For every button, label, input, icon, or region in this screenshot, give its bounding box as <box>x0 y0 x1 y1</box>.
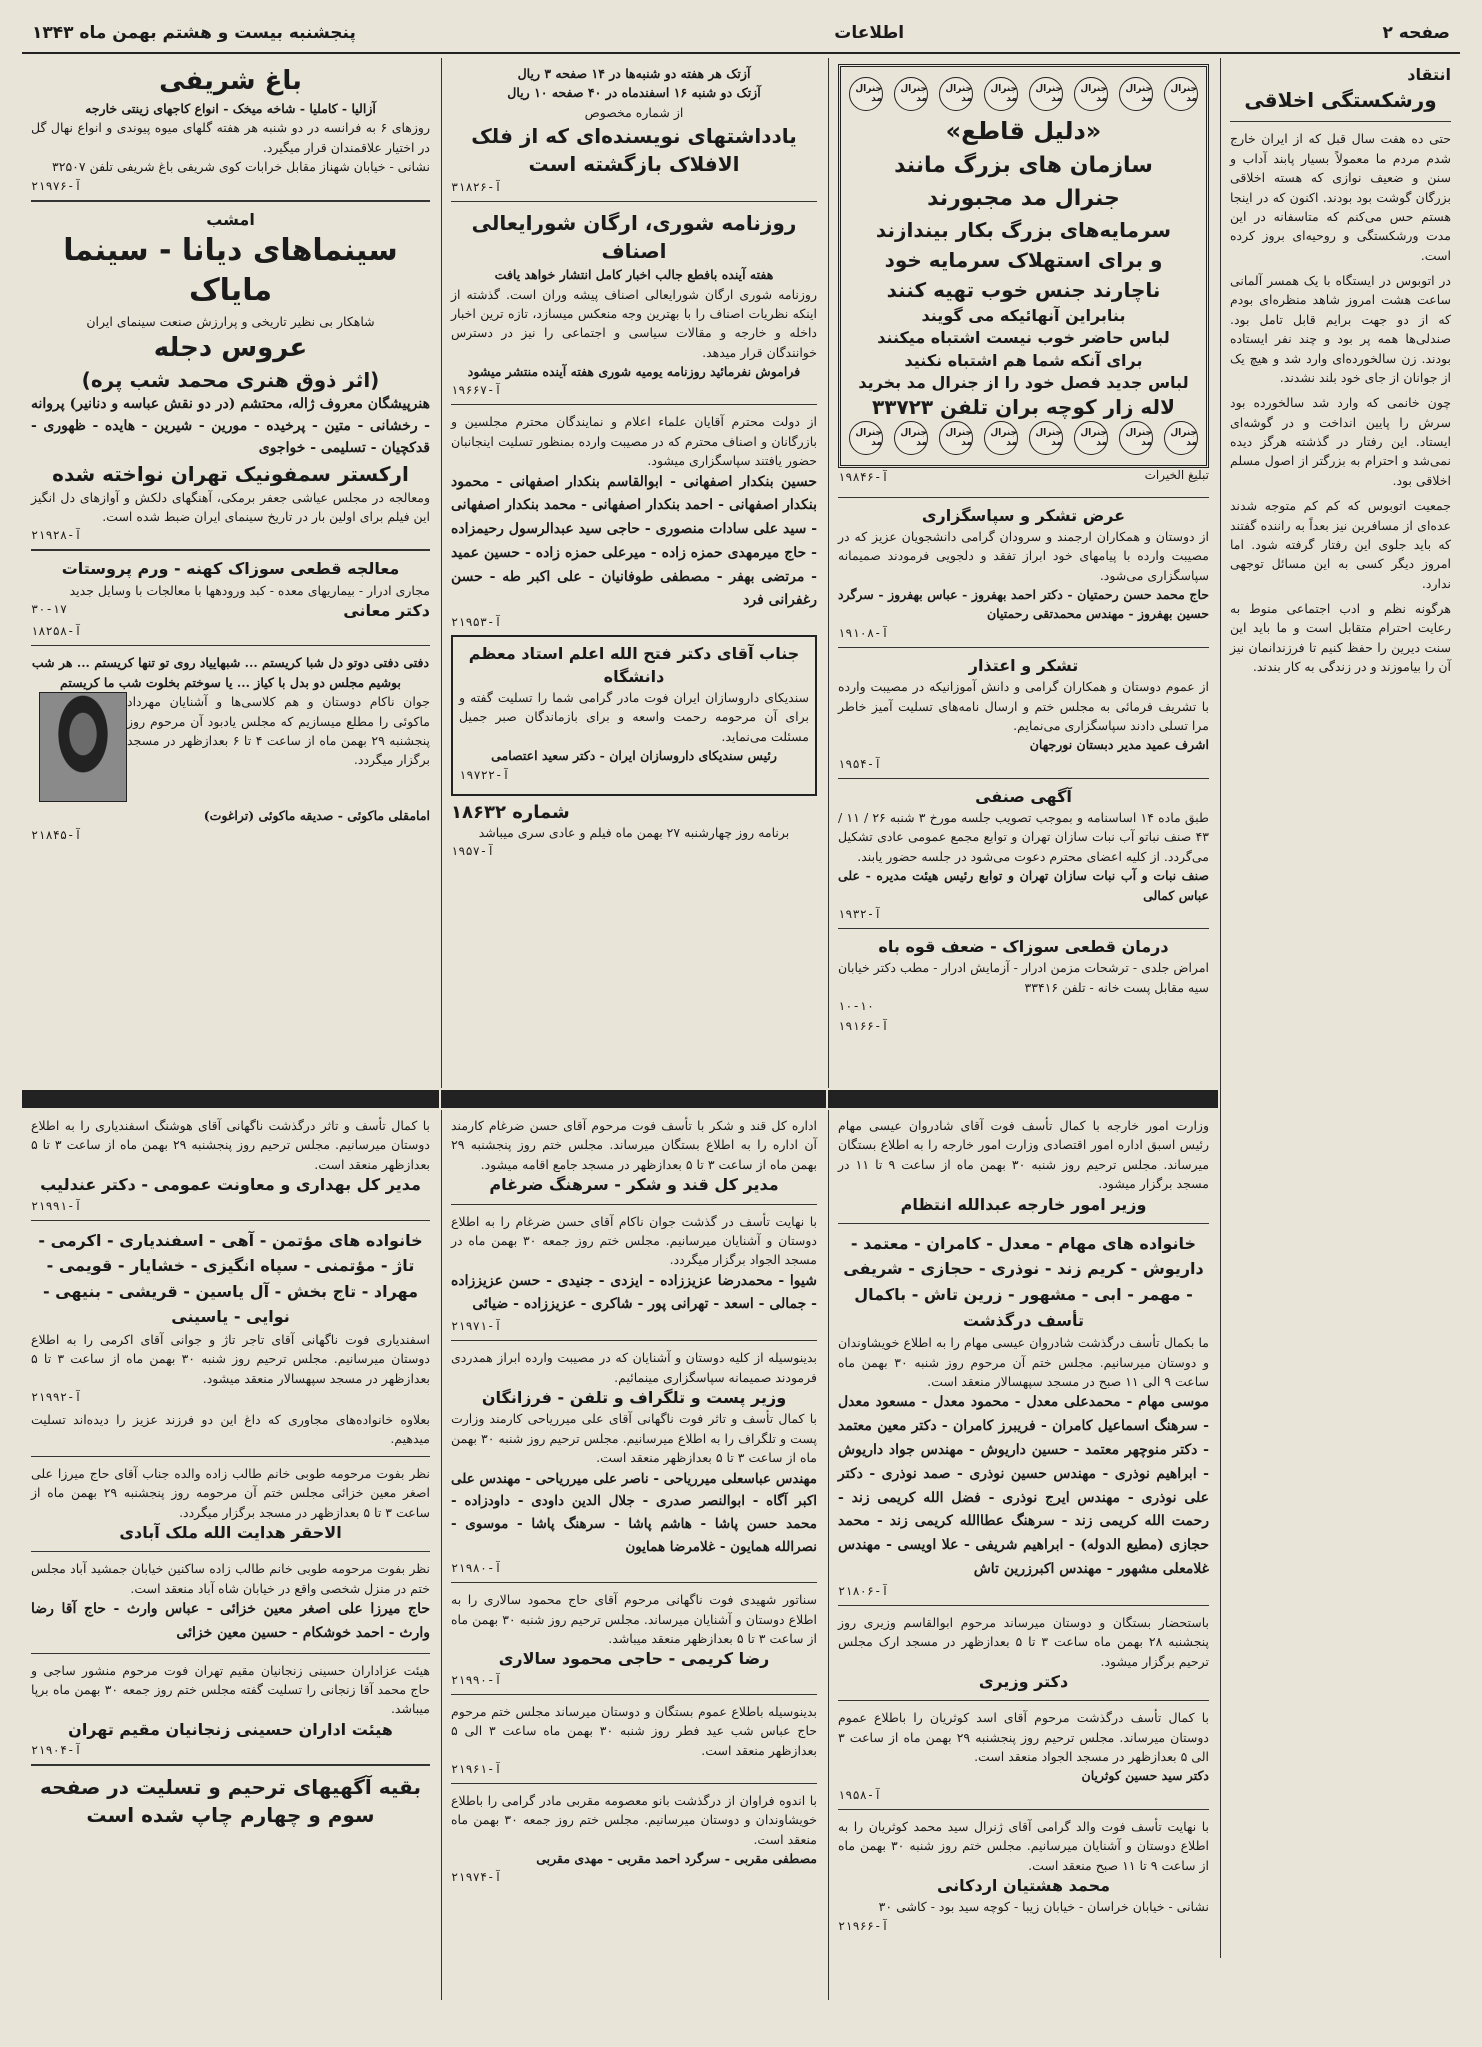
clinic-title: معالجه قطعی سوزاک کهنه - ورم پروستات <box>61 559 400 579</box>
memorial-sign: امامقلی ماکوئی - صدیقه ماکوئی (تراغوت) <box>203 808 430 824</box>
orchestra-title: ارکستر سمفونیک تهران نواخته شده <box>52 461 409 486</box>
clinic-footer <box>31 600 430 622</box>
lower-column-right <box>828 1110 1218 2000</box>
separator-band <box>22 1090 439 1108</box>
obituary-body: با نهایت تأسف در گذشت جوان ناکام آقای حسن ضرغام را به اطلاع دوستان و آشنایان میرسانیم. مجلس ختم روز جمعه ۳۰ بهمن ماه در مسجد الجواد برگزار میگردد. <box>451 1213 818 1268</box>
brand-chip: جنرال مد <box>849 421 883 455</box>
petition-body: از دولت محترم آقایان علماء اعلام و نمایندگان محترم مجلسین و بازرگانان و اصناف محترم که در مصیبت وارده بمنظور تسلیت اینجانبان حضور یافتند سپاسگزاری میشود. <box>451 414 817 469</box>
petition-ref: آ-۲۱۹۵۳ <box>451 615 502 630</box>
condolence-sign: رئیس سندیکای داروسازان ایران - دکتر سعید اعتصامی <box>491 748 777 764</box>
divider <box>451 1582 817 1583</box>
divider <box>31 1551 430 1552</box>
memorial-ref: آ-۲۱۸۴۵ <box>31 827 82 842</box>
brand-chip: جنرال مد <box>894 421 928 455</box>
obituary-ref: آ-۱۹۵۸ <box>838 1787 882 1802</box>
divider <box>451 404 817 405</box>
divider <box>451 1694 817 1695</box>
obituary-body: سناتور شهیدی فوت ناگهانی مرحوم آقای حاج محمود سالاری را به اطلاع دوستان و آشنایان میرساند. مجلس ترحیم روز شنبه ۳۰ بهمن ماه از ساعت ۳ تا ۵ بعدازظهر منعقد میباشد. <box>451 1592 817 1646</box>
obituary-body: با کمال تأسف و تاثر درگذشت ناگهانی آقای هوشنگ اسفندیاری را به اطلاع دوستان میرسانیم. مجلس ترحیم روز پنجشنبه ۲۹ بهمن ماه از ساعت ۳ تا ۵ بعدازظهر منعقد است. <box>31 1118 431 1172</box>
ad-line: سرمایه‌های بزرگ بکار بیندازند <box>875 218 1172 242</box>
obituary-address: نشانی - خیابان خراسان - خیابان زیبا - کوچه سید بود - کاشی ۳۰ <box>878 1899 1209 1915</box>
condolence-body: سندیکای داروسازان ایران فوت مادر گرامی شما را تسلیت گفته و برای آن مرحومه رحمت واسعه و برای بازماندگان صبر جمیل مسئلت می‌نماید. <box>459 690 809 744</box>
brand-chip: جنرال مد <box>1164 77 1198 111</box>
clinic-ref: آ-۱۹۱۶۶ <box>838 1019 889 1034</box>
obituary-ref: آ-۲۱۹۹۱ <box>31 1198 82 1213</box>
issue-note: برنامه روز چهارشنبه ۲۷ بهمن ماه فیلم و عادی سری میباشد <box>478 824 790 840</box>
clinic-title: درمان قطعی سوزاک - ضعف قوه باه <box>878 936 1169 956</box>
lower-column-left <box>22 1110 439 2000</box>
column-middle <box>441 58 826 1088</box>
apology-body: از عموم دوستان و همکاران گرامی و دانش آموزانیکه در مصیبت وارده با تشریف فرمائی به مجلس ختم و ارسال نامه‌های تسلیت آمیز خاطر مرا تسلی دادند سپاسگزاری می‌نمایم. <box>838 679 1209 733</box>
column-ads-right <box>828 58 1218 1088</box>
issue-number: شماره ۱۸۶۳۲ <box>451 801 570 823</box>
ad-slogan: «دلیل قاطع» <box>945 117 1102 145</box>
brand-chip: جنرال مد <box>939 421 973 455</box>
clinic-hours: ۱۰-۱۰ <box>838 999 875 1014</box>
brand-chip: جنرال مد <box>1119 77 1153 111</box>
schedule-line: آزتک دو شنبه ۱۶ اسفندماه در ۴۰ صفحه ۱۰ ریال <box>507 85 761 101</box>
critique-paragraph: جمعیت اتوبوس که کم کم متوجه شدند عده‌ای از مسافرین نیز بعداً به راننده گفتند که باید جلوی این رفتار گرفته شود. اما امروز دیگر کسی به این مسائل توجهی ندارد. <box>1230 498 1451 591</box>
divider <box>838 928 1209 929</box>
brand-chip: جنرال مد <box>1029 421 1063 455</box>
masthead <box>22 14 1460 54</box>
divider <box>451 1340 817 1341</box>
memorial-body: جوان ناکام دوستان و هم کلاسی‌ها و آشنایان مهرداد ماکوئی را مطلع میسازیم که مجلس یادبود آن مرحوم روز پنجشنبه ۲۹ بهمن ماه از ساعت ۴ تا ۶ بعدازظهر در مسجد برگزار میگردد. <box>127 694 431 768</box>
obituary-body: هیئت عزاداران حسینی زنجانیان مقیم تهران فوت مرحوم منشور ساجی و حاج محمد آقا زنجانی را تسلیت گفته مجلس ختم روز جمعه ۳۰ بهمن ماه برپا میباشد. <box>31 1662 431 1717</box>
paper-name: اطلاعات <box>834 23 905 43</box>
obituary-sign: دکتر وزیری <box>978 1671 1069 1691</box>
ad-tag: تبلیغ الخیرات <box>1144 467 1209 482</box>
obituary-body: بدینوسیله از کلیه دوستان و آشنایان که در مصیبت وارده ابراز همدردی فرمودند صمیمانه سپاسگزاری مینمائیم. <box>451 1350 817 1385</box>
continuation-note: بقیه آگهیهای ترحیم و تسلیت در صفحه سوم و چهارم چاپ شده است <box>40 1775 421 1828</box>
obituary-ref: آ-۲۱۹۶۶ <box>838 1918 889 1933</box>
clinic-hours: ۳۰-۱۷ <box>31 602 68 617</box>
obituary-note: بعلاوه خانواده‌های مجاوری که داغ این دو فرزند عزیز را دیده‌اند تسلیت میدهیم. <box>31 1412 430 1447</box>
tonight-label: امشب <box>206 209 255 229</box>
divider <box>838 1605 1209 1606</box>
brand-chip: جنرال مد <box>1119 421 1153 455</box>
obituary-ref: آ-۲۱۹۰۴ <box>31 1743 82 1758</box>
condolence-ref: آ-۱۹۷۲۲ <box>459 767 510 782</box>
ad-line: سازمان های بزرگ مانند <box>894 153 1153 178</box>
critique-paragraph: هرگونه نظم و ادب اجتماعی منوط به رعایت احترام متقابل است و ما باید این سنت دیرین را حفظ کنیم تا فرزندانمان نیز آن را بیاموزند و در زندگی به کار بندند. <box>1230 601 1451 675</box>
critique-paragraph: چون خانمی که وارد شد سالخورده بود سرش را پایین انداخت و در گوشه‌ای ایستاد. این رفتار در گذشته هرگز دیده نمی‌شد و احترام به بزرگتر از اصول مسلم اخلاقی بود. <box>1230 395 1451 488</box>
obituary-ref: آ-۲۱۹۹۲ <box>31 1390 82 1405</box>
thanks-names: حاج محمد حسن رحمتیان - دکتر احمد بهفروز - عباس بهفروز - سرگرد حسین بهفروز - مهندس محمدتقی رحمتیان <box>838 587 1209 622</box>
film-credit: (اثر ذوق هنری محمد شب پره) <box>81 368 380 393</box>
journal-body: روزنامه شوری ارگان شورایعالی اصناف پیشه وران است. گذشته از اینکه نظریات اصناف را با بهترین وجه منعکس میسازد، تازه ترین اخبار داخله و خارجه و مقالات سیاسی و اجتماعی را نیز در دسترس خوانندگان قرار میدهد. <box>451 286 817 360</box>
special-issue-title: یادداشتهای نویسنده‌ای که از فلک الافلاک بازگشته است <box>471 124 797 177</box>
obituary-ref: آ-۲۱۹۷۱ <box>451 1319 502 1334</box>
obituary-names: مهندس عباسعلی میرریاحی - ناصر علی میرریاحی - مهندس علی اکبر آگاه - ابوالنصر صدری - جلال الدین داودی - داودزاده - محمد حسن پاشا - هاشم پاشا - سرهنگ پاشا - موسوی - نصرالله همایون - غلامرضا همایون <box>451 1470 817 1556</box>
obituary-sign: مصطفی مقربی - سرگرد احمد مقربی - مهدی مقربی <box>536 1851 817 1867</box>
critique-heading: انتقاد <box>1407 65 1451 84</box>
page-label: صفحه ۲ <box>1382 23 1450 43</box>
obituary-sign: رضا کریمی - حاجی محمود سالاری <box>498 1649 770 1669</box>
cinema-subtitle: شاهکار بی نظیر تاریخی و پرارزش صنعت سینمای ایران <box>86 313 375 329</box>
condolence-title: جناب آقای دکتر فتح الله اعلم استاد معظم دانشگاه <box>468 644 800 686</box>
obituary-sign: مدیر کل بهداری و معاونت عمومی - دکتر عندلیب <box>40 1175 421 1195</box>
brand-chip: جنرال مد <box>1029 77 1063 111</box>
separator-band <box>441 1090 826 1108</box>
divider <box>838 1809 1209 1810</box>
cinema-title: سینماهای دیانا - سینما مایاک <box>63 232 398 309</box>
ad-chip-row <box>849 77 1198 111</box>
column-critique <box>1220 58 1460 1958</box>
apology-title: تشکر و اعتذار <box>968 655 1079 675</box>
obituary-body: با کمال تأسف و تاثر فوت ناگهانی آقای علی میرریاحی کارمند وزارت پست و تلگراف را به اطلاع میرسانیم. مجلس ترحیم روز شنبه ۳۰ بهمن ماه از ساعت ۳ تا ۵ بعدازظهر منعقد است. <box>451 1411 817 1466</box>
brand-chip: جنرال مد <box>984 421 1018 455</box>
separator-band <box>828 1090 1218 1108</box>
clinic-body: امراض جلدی - ترشحات مزمن ادرار - آزمایش ادرار - مطب دکتر خیابان سیه مقابل پست خانه - تلفن ۳۳۴۱۶ <box>838 960 1209 995</box>
divider <box>31 1764 430 1766</box>
apology-sign: اشرف عمید مدیر دبستان نورجهان <box>1029 737 1209 753</box>
brand-chip: جنرال مد <box>1164 421 1198 455</box>
obituary-sign: مدیر کل قند و شکر - سرهنگ ضرغام <box>489 1175 779 1195</box>
brand-chip: جنرال مد <box>849 77 883 111</box>
critique-title: ورشکستگی اخلاقی <box>1244 88 1437 113</box>
obituary-sign: وزیر امور خارجه عبدالله انتظام <box>900 1194 1147 1214</box>
families-heading: خانواده های مهام - معدل - کامران - معتمد - داریوش - کریم زند - نوذری - حجازی - شریفی - مهمر - ابی - مشهور - زرین تاش - باکمال تأسف درگذشت <box>843 1233 1204 1330</box>
obituary-names: شیوا - محمدرضا عزیززاده - ایزدی - جنیدی - حسن عزیززاده - جمالی - اسعد - تهرانی پور - شاکری - عزیززاده - ضیائی <box>451 1272 817 1313</box>
obituary-sign: دکتر سید حسین کوثریان <box>1081 1768 1209 1784</box>
divider <box>31 200 430 202</box>
obituary-body: با اندوه فراوان از درگذشت بانو معصومه مقربی مادر گرامی را باطلاع خویشاوندان و دوستان میرسانیم. مجلس ختم روز جمعه ۳۰ بهمن ماه منعقد است. <box>451 1792 818 1847</box>
brand-chip: جنرال مد <box>939 77 973 111</box>
ad-line: و برای استهلاک سرمایه خود <box>884 248 1163 272</box>
issue-ref: آ-۱۹۵۷ <box>451 843 495 858</box>
ad-line: برای آنکه شما هم اشتباه نکنید <box>904 350 1143 370</box>
general-mode-ad <box>838 64 1209 468</box>
divider <box>31 645 430 646</box>
clinic-ref: آ-۱۸۲۵۸ <box>31 624 82 639</box>
garden-ref: آ-۲۱۹۷۶ <box>31 178 82 193</box>
obituary-body: نظر بفوت مرحومه طوبی خانم طالب زاده والده جناب آقای حاج میرزا علی اصغر معین خزائی مجلس ختم آن مرحومه روز پنجشنبه ۲۹ بهمن ماه از ساعت ۳ تا ۵ بعدازظهر در مسجد برگزار میگردد. <box>31 1465 430 1520</box>
critique-paragraph: در اتوبوس در ایستگاه با یک همسر آلمانی ساعت هشت امروز شاهد منظره‌ای بودم که از دو جهت برایم قابل تامل بود. صندلی‌ها همه پر بود و چند نفر ایستاده بودند. زن سالخورده‌ای وارد شد و هیچ یک از جوانان از جای خود بلند نشدند. <box>1230 273 1451 385</box>
journal-cta: فراموش نفرمائید روزنامه یومیه شوری هفته آینده منتشر میشود <box>467 364 801 379</box>
obituary-ref: آ-۲۱۹۹۰ <box>451 1672 502 1687</box>
obituary-sign: الاحقر هدایت الله ملک آبادی <box>119 1522 342 1542</box>
ad-ref: آ-۱۹۸۴۶ <box>838 469 889 484</box>
divider <box>31 1456 430 1457</box>
ad-line: لباس جدید فصل خود را از جنرال مد بخرید <box>858 373 1189 393</box>
garden-subtitle: آزالیا - کاملیا - شاخه میخک - انواع کاجهای زینتی خارجه <box>85 101 376 117</box>
orchestra-body: ومعالجه در مجلس عیاشی جعفر برمکی، آهنگهای دلکش و آوازهای دل انگیز این فیلم برای اولین بار در تاریخ سینمای ایران ضبط شده است. <box>31 489 430 524</box>
families-heading: خانواده های مؤتمن - آهی - اسفندیاری - اکرمی - تاژ - مؤتمنی - سپاه انگیزی - خشایار - قویمی - مهراد - تاج بخش - آل یاسین - قریشی - بنیهی - نوایی - یاسینی <box>38 1230 423 1327</box>
obituary-body: با کمال تأسف درگذشت مرحوم آقای اسد کوثریان را باطلاع عموم دوستان میرساند. مجلس ترحیم روز پنجشنبه ۲۹ بهمن ماه از ساعت ۳ الی ۵ بعدازظهر در مسجد الجواد منعقد است. <box>838 1710 1209 1765</box>
obituary-body: باستحضار بستگان و دوستان میرساند مرحوم ابوالقاسم وزیری روز پنجشنبه ۲۸ بهمن ماه ساعت ۳ تا ۵ بعدازظهر در مسجد ارک مجلس ترحیم برگزار میشود. <box>838 1614 1210 1669</box>
guild-notice-body: طبق ماده ۱۴ اساسنامه و بموجب تصویب جلسه مورخ ۳ شنبه ۲۶ / ۱۱ / ۴۳ صنف نباتو آب نبات سازان تهران و توابع مجمع عمومی عادی تشکیل می‌گردد. از کلیه اعضای محترم دعوت می‌شود در جلسه حضور یابند. <box>838 810 1210 864</box>
petition-names: حسین بنکدار اصفهانی - ابوالقاسم بنکدار اصفهانی - محمود بنکدار اصفهانی - احمد بنکدار اصفهانی - محمد بنکدار اصفهانی - سید علی سادات منصوری - حاجی سید عبدالرسول رحیمزاده - حاج میرمهدی حمزه زاده - میرعلی حمزه زاده - حسین عمید - مرتضی بهفر - مصطفی طوفانیان - علی اکبر طه - حسن رغفرانی فرد <box>451 473 817 609</box>
garden-body: روزهای ۶ به فرانسه در دو شنبه هر هفته گلهای میوه پیوندی و انواع نهال گل در اختیار علاقمندان قرار میگیرد. <box>31 120 430 155</box>
obituary-ref: آ-۲۱۹۶۱ <box>451 1761 502 1776</box>
obituary-ref: آ-۲۱۹۷۴ <box>451 1870 502 1885</box>
ad-line: جنرال مد مجبورند <box>927 186 1120 211</box>
orchestra-ref: آ-۲۱۹۲۸ <box>31 528 82 543</box>
memorial-poem: دفتی دفتی دوتو دل شبا کریستم ... شبهاییاد روی تو تنها کریستم ... هر شب بوشیم مجلس دو بدل با کیاز ... یا سوختم بخلوت شب ما کریستم <box>31 655 430 690</box>
divider <box>838 1223 1209 1224</box>
garden-address: نشانی - خیابان شهناز مقابل خرابات کوی شریفی باغ شریفی تلفن ۳۲۵۰۷ <box>52 159 430 175</box>
condolence-box <box>451 635 817 795</box>
obituary-body: وزارت امور خارجه با کمال تأسف فوت آقای شادروان عیسی مهام رئیس اسبق اداره امور اقتصادی وزارت امور خارجه را به اطلاع بستگان میرساند. مجلس ترحیم روز شنبه ۳۰ بهمن ماه از ساعت ۹ تا ۱۱ در مسجد برگزار میشود. <box>838 1118 1210 1192</box>
divider <box>838 778 1209 779</box>
thanks-body: از دوستان و همکاران ارجمند و سرودان گرامی دانشجویان عزیز که در مصیبت وارده با پیامهای خود ابراز تفقد و دلجویی فرمودند صمیمانه سپاسگزاری می‌شود. <box>838 528 1209 583</box>
thanks-ref: آ-۱۹۱۰۸ <box>838 625 889 640</box>
ad-line: لباس حاضر خوب نیست اشتباه میکنند <box>877 328 1170 348</box>
schedule-ref: آ-۳۱۸۲۶ <box>451 180 502 195</box>
obituary-sign: هیئت اداران حسینی زنجانیان مقیم تهران <box>68 1719 393 1739</box>
obituary-body: بدینوسیله باطلاع عموم بستگان و دوستان میرساند مجلس ختم مرحوم حاج عباس شب عید فطر روز شنبه ۳۰ بهمن ماه ساعت ۳ الی ۵ بعدازظهر منعقد است. <box>451 1703 817 1758</box>
obituary-body: اسفندیاری فوت ناگهانی آقای تاجر تاژ و جوانی آقای اکرمی را به اطلاع دوستان میرسانیم. مجلس ترحیم روز شنبه ۳۰ بهمن ماه از ساعت ۳ تا ۵ بعدازظهر در مسجد سپهسالار منعقد میشود. <box>31 1331 430 1386</box>
clinic-doctor: دکتر معانی <box>343 601 430 621</box>
obituary-sign: وزیر پست و تلگراف و تلفن - فرزانگان <box>481 1387 787 1407</box>
garden-title: باغ شریفی <box>159 66 302 96</box>
lower-column-middle <box>441 1110 826 2000</box>
schedule-line: از شماره مخصوص <box>584 104 684 120</box>
divider <box>31 549 430 551</box>
ad-phone: لاله زار کوچه بران تلفن ۳۳۷۲۳ <box>872 394 1175 419</box>
guild-notice-sign: صنف نبات و آب نبات سازان تهران و توابع رئیس هیئت مدیره - علی عباس کمالی <box>838 868 1209 903</box>
apology-ref: آ-۱۹۵۴ <box>838 756 882 771</box>
divider <box>838 497 1209 498</box>
ad-chip-row <box>849 421 1198 455</box>
divider <box>31 1220 430 1221</box>
film-cast: هنرپیشگان معروف ژاله، محتشم (در دو نقش عباسه و دنانیر) پروانه - رخشانی - متین - پرخیده - مورین - شیرین - هایده - ظهوری - قدکچیان - تسلیمی - خواجوی <box>31 396 430 456</box>
ad-footer <box>838 468 1209 490</box>
journal-ref: آ-۱۹۶۶۷ <box>451 383 502 398</box>
issue-date: پنجشنبه بیست و هشتم بهمن ماه ۱۳۴۳ <box>32 23 356 43</box>
clinic-body: مجاری ادرار - بیماریهای معده - کبد ورودهها با معالجات با وسایل جدید <box>69 582 430 598</box>
brand-chip: جنرال مد <box>894 77 928 111</box>
brand-chip: جنرال مد <box>1074 77 1108 111</box>
obituary-names: حاج میرزا علی اصغر معین خزائی - عباس وارث - حاج آقا رضا وارث - احمد خوشکام - حسین معین خزائی <box>31 1601 430 1641</box>
column-cinema <box>22 58 439 1088</box>
obituary-sign: محمد هشتیان اردکانی <box>936 1875 1111 1895</box>
ad-line: ناچارند جنس خوب تهیه کنند <box>886 278 1161 302</box>
schedule-line: آزتک هر هفته دو شنبه‌ها در ۱۴ صفحه ۳ ریال <box>517 66 751 81</box>
obituary-ref: آ-۲۱۸۰۶ <box>838 1583 889 1598</box>
guild-notice-title: آگهی صنفی <box>975 786 1072 806</box>
divider <box>451 1783 817 1784</box>
obituary-body: نظر بفوت مرحومه طوبی خانم طالب زاده ساکنین خیابان جمشید آباد مجلس ختم در منزل شخصی واقع در خیابان شاه آباد منعقد است. <box>31 1561 430 1596</box>
journal-subtitle: هفته آینده بافطع جالب اخبار کامل انتشار خواهد یافت <box>494 267 774 283</box>
film-title: عروس دجله <box>153 333 308 364</box>
divider <box>1230 121 1451 122</box>
critique-paragraph: حتی ده هفت سال قبل که از ایران خارج شدم مردم ما معمولاً بسیار پابند آداب و سنن و ضعیف نوازی که هسته اخلاقی بزرگان گوشت بود بودند. اکنون که در اینجا هستم حس می‌کنم که متاسفانه در این مدت ورشکستگی و روحیه‌ای بروز کرده است. <box>1230 131 1451 263</box>
thanks-title: عرض تشکر و سپاسگزاری <box>921 505 1126 525</box>
portrait-photo <box>39 692 127 802</box>
ad-line: بنابراین آنهائیکه می گویند <box>921 306 1126 325</box>
obituary-body: اداره کل قند و شکر با تأسف فوت مرحوم آقای حسن ضرغام کارمند آن اداره را به اطلاع بستگان میرساند. مجلس ختم روز پنجشنبه ۲۹ بهمن ماه از ساعت ۳ تا ۵ بعدازظهر در مسجد جامع اقامه میشود. <box>451 1118 817 1172</box>
obituary-body: ما بکمال تأسف درگذشت شادروان عیسی مهام را به اطلاع خویشاوندان و دوستان میرسانیم. مجلس ختم آن مرحوم روز شنبه ۳۰ بهمن ماه ساعت ۹ الی ۱۱ صبح در مسجد سپهسالار منعقد است. <box>838 1335 1210 1390</box>
brand-chip: جنرال مد <box>1074 421 1108 455</box>
divider <box>451 201 817 202</box>
journal-title: روزنامه شوری، ارگان شورایعالی اصناف <box>471 211 797 264</box>
obituary-names: موسی مهام - محمدعلی معدل - محمود معدل - مسعود معدل - سرهنگ اسماعیل کامران - فریبرز کامران - دکتر معین معتمد - دکتر منوچهر معتمد - حسین داریوش - مهندس جواد داریوش - ابراهیم نوذری - مهندس حسین نوذری - صمد نوذری - دکتر علی نوذری - مهندس ایرج نوذری - فضل الله کریمی زند - رحمت الله کریمی زند - سرهنگ عطاالله کریمی زند - محمد حجازی (مطیع الدوله) - ابراهیم شریفی - علا اویسی - مهندس غلامعلی مشهور - مهندس اکبرزرین تاش <box>838 1394 1209 1577</box>
divider <box>838 1700 1209 1701</box>
brand-chip: جنرال مد <box>984 77 1018 111</box>
divider <box>31 1653 430 1654</box>
divider <box>838 647 1209 648</box>
obituary-ref: آ-۲۱۹۸۰ <box>451 1561 502 1576</box>
guild-notice-ref: آ-۱۹۳۲ <box>838 906 882 921</box>
divider <box>451 1204 817 1205</box>
obituary-body: با نهایت تأسف فوت والد گرامی آقای ژنرال سید محمد کوثریان را به اطلاع دوستان و آشنایان میرسانیم. مجلس ختم روز شنبه ۳۰ بهمن ماه از ساعت ۹ تا ۱۱ صبح منعقد است. <box>838 1818 1209 1873</box>
newspaper-page <box>22 14 1460 2034</box>
